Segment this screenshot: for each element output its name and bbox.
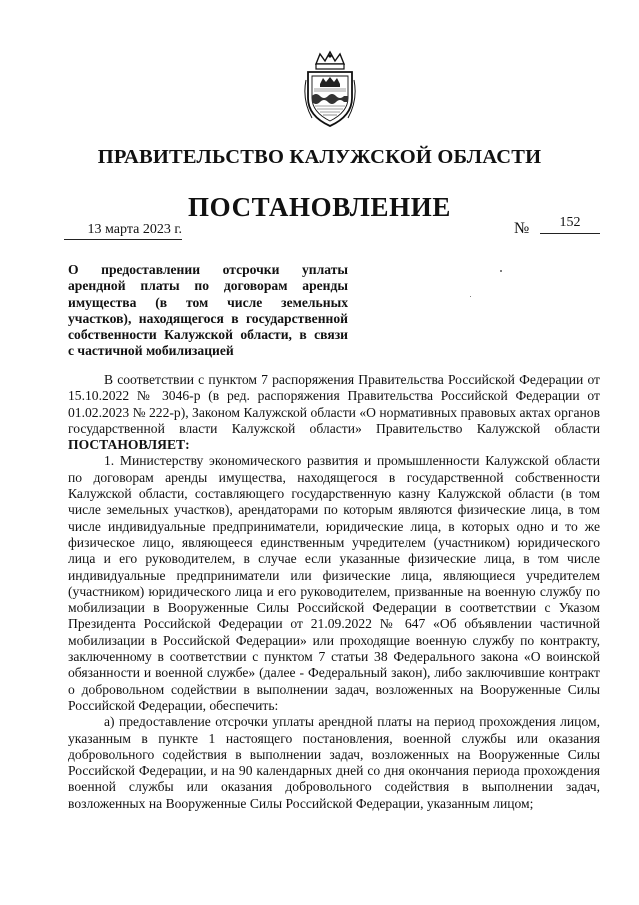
scan-speck [500, 270, 502, 272]
decree-word: ПОСТАНОВЛЯЕТ: [68, 437, 190, 453]
subject-line: с частичной мобилизацией [68, 343, 234, 359]
document-date: 13 марта 2023 г. [64, 222, 182, 240]
document-body [68, 372, 600, 812]
subject-line: арендной платы по договорам аренды [68, 278, 348, 294]
subject-line: собственности Калужской области, в связи [68, 327, 348, 343]
number-label: № [514, 220, 530, 237]
paragraph-1: 1. Министерству экономического развития и промышленности Калужской области по договорам аренды имущества, находящегося в государственной собственности Калужской области, составляющего государственную казну Калужской области (в том числе земельных участков), арендаторами по которым являются физические лица, в том числе индивидуальные предприниматели, юридические лица, в которых одно и то же физическое лицо, являющееся единственным учредителем (участником) юридического лица и его руководителем, в случае если указанные физические лица, в том числе индивидуальные предприниматели или физические лица, являющиеся учредителем (участником) юридического лица и его руководителем, призванные на военную службу по мобилизации в Вооруженные Силы Российской Федерации в соответствии с Указом Президента Российской Федерации от 21.09.2022 № 647 «Об объявлении частичной мобилизации в Российской Федерации» или проходящие военную службу по контракту, заключенному в соответствии с пунктом 7 статьи 38 Федерального закона «О воинской обязанности и военной службе» (далее - Федеральный закон), либо заключившие контракт о добровольном содействии в выполнении задач, возложенных на Вооруженные Силы Российской Федерации, обеспечить: [68, 453, 600, 713]
document-subject [68, 262, 348, 360]
preamble-text: В соответствии с пунктом 7 распоряжения Правительства Российской Федерации от 15.10.2022 № 3046-р (в ред. распоряжения Правительства Российской Федерации от 01.02.2023 № 222-р), Законом Калужской области «О нормативных правовых актах органов государственной власти Калужской области» Правительство Калужской области [68, 372, 600, 436]
organization-title: ПРАВИТЕЛЬСТВО КАЛУЖСКОЙ ОБЛАСТИ [97, 146, 542, 168]
preamble-paragraph [68, 372, 600, 453]
document-number: 152 [540, 215, 600, 234]
subject-line: О предоставлении отсрочки уплаты [68, 262, 348, 277]
subject-line: участков), находящегося в государственной [68, 310, 348, 326]
document-type-title: ПОСТАНОВЛЕНИЕ [188, 192, 451, 222]
scan-speck [470, 296, 471, 297]
subject-line: имущества (в том числе земельных [68, 294, 348, 310]
kaluga-coat-of-arms-icon [302, 50, 358, 130]
subparagraph-a: а) предоставление отсрочки уплаты арендной платы на период прохождения лицом, указанным в пункте 1 настоящего постановления, военной службы или оказания добровольного содействия в выполнении задач, возложенных на Вооруженные Силы Российской Федерации, и на 90 календарных дней со дня окончания периода прохождения военной службы или оказания добровольного содействия в выполнении задач, возложенных на Вооруженные Силы Российской Федерации, указанным лицом; [68, 714, 600, 811]
